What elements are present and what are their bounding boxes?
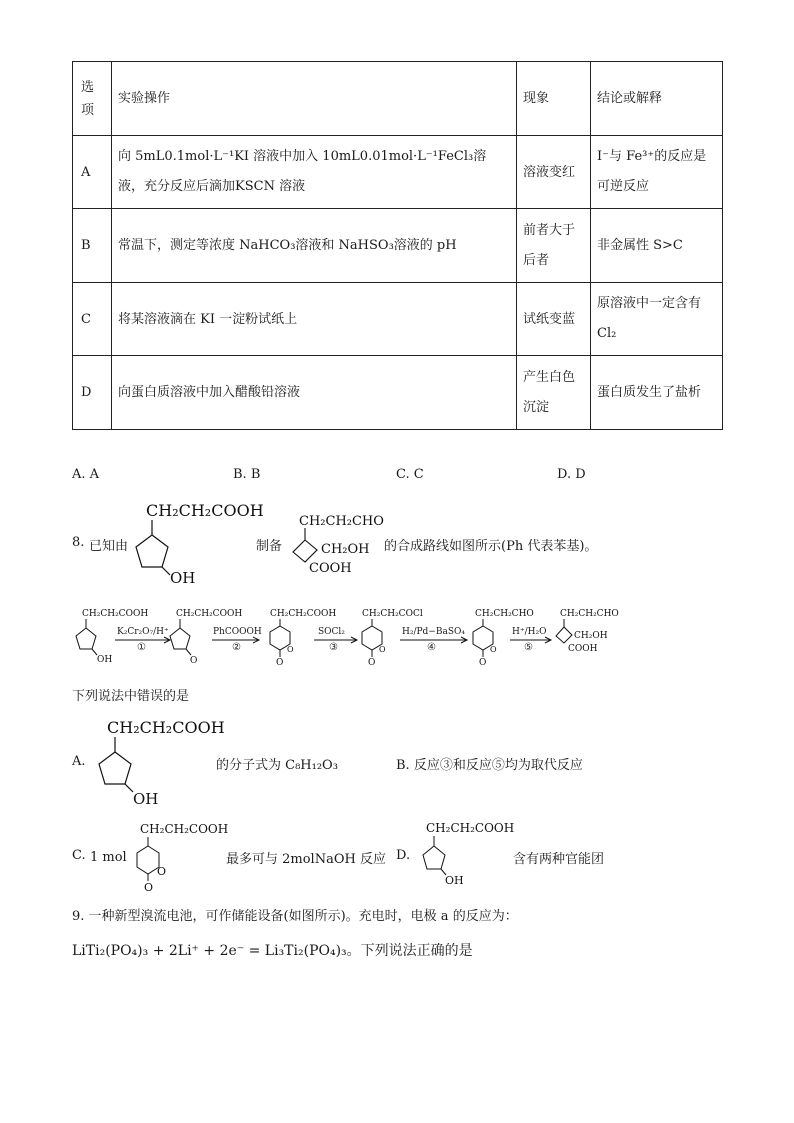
header-conclusion: 结论或解释 xyxy=(591,62,723,136)
table-row xyxy=(73,209,723,283)
step-1: ① xyxy=(137,642,146,653)
cooh-group-label: COOH xyxy=(568,644,598,654)
row-operation: 将某溶液滴在 KI 一淀粉试纸上 xyxy=(112,283,517,356)
q8-option-c-text: 最多可与 2molNaOH 反应 xyxy=(226,852,386,867)
q8-make-text: 制备 xyxy=(256,539,283,554)
header-operation: 实验操作 xyxy=(112,62,517,136)
row-phenomenon: 溶液变红 xyxy=(517,136,591,209)
o-label: O xyxy=(276,658,284,668)
row-phenomenon: 试纸变蓝 xyxy=(517,283,591,356)
step-2: ② xyxy=(232,642,241,653)
q8-option-d-label: D. xyxy=(396,848,411,863)
chain-label: CH₂CH₂COOH xyxy=(107,718,225,737)
o-label: O xyxy=(379,645,386,654)
q9-line-1: 9. 一种新型溴流电池，可作储能设备(如图所示)。充电时，电极 a 的反应为： xyxy=(72,909,518,924)
o-label: O xyxy=(144,881,154,894)
step-4: ④ xyxy=(427,642,436,653)
row-phenomenon: 产生白色沉淀 xyxy=(517,356,591,430)
q8-question: 下列说法中错误的是 xyxy=(72,689,190,704)
row-option: D xyxy=(73,356,112,430)
header-phenomenon: 现象 xyxy=(517,62,591,136)
o-label: O xyxy=(287,645,294,654)
q7-option-c: C. C xyxy=(396,467,424,482)
start-material-structure xyxy=(130,495,264,590)
cooh-group-label: COOH xyxy=(309,561,352,576)
option-a-structure xyxy=(85,712,225,808)
q8-option-c-label: C. xyxy=(72,848,86,863)
q7-option-d: D. D xyxy=(557,467,586,482)
row-phenomenon: 前者大于后者 xyxy=(517,209,591,283)
reagent-1: K₂Cr₂O₇/H⁺ xyxy=(117,627,169,637)
step-3: ③ xyxy=(329,642,338,653)
o-label: O xyxy=(490,645,497,654)
header-option-text: 选项 xyxy=(81,79,95,118)
chain-label: CH₂CH₂COOH xyxy=(146,501,264,520)
q8-option-a-text: 的分子式为 C₈H₁₂O₃ xyxy=(216,758,338,773)
q7-option-a: A. A xyxy=(72,467,100,482)
oh-label: OH xyxy=(445,874,464,887)
table-row xyxy=(73,356,723,430)
q8-lead-text: 已知由 xyxy=(89,539,129,554)
chain-label: CH₂CH₂COOH xyxy=(426,821,515,835)
o-label: O xyxy=(157,865,167,878)
q8-option-a-label: A. xyxy=(72,754,86,769)
chain-label: CH₂CH₂CHO xyxy=(299,514,384,529)
reagent-5: H⁺/H₂O xyxy=(512,627,547,637)
q8-tail-text: 的合成路线如图所示(Ph 代表苯基)。 xyxy=(384,539,598,554)
chain-label: CH₂CH₂COOH xyxy=(176,609,243,619)
option-d-structure xyxy=(412,818,522,890)
reagent-4: H₂/Pd−BaSO₄ xyxy=(402,627,465,637)
q8-option-b: B. 反应③和反应⑤均为取代反应 xyxy=(396,758,583,773)
table-header-row xyxy=(73,62,723,136)
table-row xyxy=(73,136,723,209)
ch2oh-label: CH₂OH xyxy=(574,631,608,641)
reagent-3: SOCl₂ xyxy=(318,627,345,637)
oh-label: OH xyxy=(133,790,159,808)
row-operation: 向蛋白质溶液中加入醋酸铅溶液 xyxy=(112,356,517,430)
header-option xyxy=(73,62,112,136)
row-operation: 向 5mL0.1mol·L⁻¹KI 溶液中加入 10mL0.01mol·L⁻¹FeCl₃溶液，充分反应后滴加KSCN 溶液 xyxy=(112,136,517,209)
table-row xyxy=(73,283,723,356)
row-option: B xyxy=(73,209,112,283)
chain-label: CH₂CH₂COOH xyxy=(270,609,337,619)
chain-label: CH₂CH₂CHO xyxy=(560,609,619,619)
reagent-2: PhCOOOH xyxy=(213,627,262,637)
chain-label: CH₂CH₂COOH xyxy=(82,609,149,619)
q9-line-2: LiTi₂(PO₄)₃ + 2Li⁺ + 2e⁻ = Li₃Ti₂(PO₄)₃。下列说法正确的是 xyxy=(72,943,473,959)
row-conclusion: 蛋白质发生了盐析 xyxy=(591,356,723,430)
row-option: A xyxy=(73,136,112,209)
chain-label: CH₂CH₂CHO xyxy=(475,609,534,619)
oh-label: OH xyxy=(97,655,113,665)
chain-label: CH₂CH₂COOH xyxy=(140,822,229,836)
o-label: O xyxy=(190,656,198,666)
route-compound-6 xyxy=(554,605,630,667)
option-c-structure xyxy=(130,820,230,894)
target-structure xyxy=(285,508,395,580)
q7-option-b: B. B xyxy=(233,467,261,482)
q8-number: 8. xyxy=(72,535,85,550)
row-conclusion: 原溶液中一定含有 Cl₂ xyxy=(591,283,723,356)
q8-option-c-prefix: 1 mol xyxy=(90,850,127,865)
row-conclusion: 非金属性 S>C xyxy=(591,209,723,283)
row-conclusion: I⁻与 Fe³⁺的反应是可逆反应 xyxy=(591,136,723,209)
row-operation: 常温下，测定等浓度 NaHCO₃溶液和 NaHSO₃溶液的 pH xyxy=(112,209,517,283)
o-label: O xyxy=(368,658,376,668)
row-option: C xyxy=(73,283,112,356)
oh-label: OH xyxy=(170,569,196,587)
o-label: O xyxy=(479,658,487,668)
chain-label: CH₂CH₂COCl xyxy=(362,609,423,619)
ch2oh-label: CH₂OH xyxy=(321,542,370,557)
experiment-table xyxy=(72,61,723,430)
synthesis-route xyxy=(70,605,630,667)
q8-option-d-text: 含有两种官能团 xyxy=(513,852,605,867)
step-5: ⑤ xyxy=(524,642,533,653)
